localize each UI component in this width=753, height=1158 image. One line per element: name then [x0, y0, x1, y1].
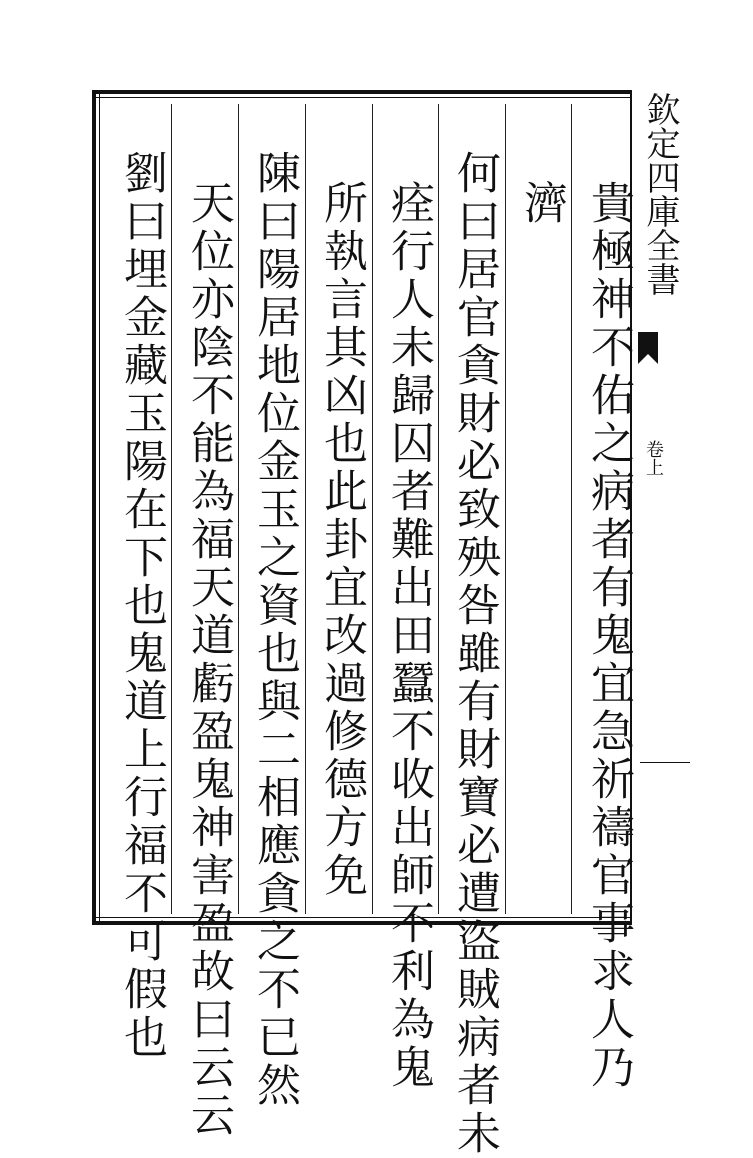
column-divider: [438, 104, 439, 914]
column-divider: [238, 104, 239, 914]
text-column-5: 所執言其凶也此卦宜改過修德方免: [316, 180, 367, 900]
column-divider: [372, 104, 373, 914]
text-column-6: 陳曰陽居地位金玉之資也與二相應貪之不已然: [249, 150, 300, 1110]
margin-tick-line: [640, 762, 690, 763]
text-column-1: 貴極神不佑之病者有鬼宜急祈禱官事求人乃: [583, 180, 634, 1092]
frame-left-border: [92, 90, 96, 925]
text-column-2: 濟: [516, 180, 567, 228]
column-divider: [571, 104, 572, 914]
column-divider: [505, 104, 506, 914]
frame-bottom-border: [92, 921, 632, 925]
volume-label: 卷上: [643, 440, 664, 476]
text-column-7: 天位亦陰不能為福天道虧盈鬼神害盈故曰云云: [183, 180, 234, 1140]
text-column-4: 痊行人未歸囚者難出田蠶不收出師不利為鬼: [383, 180, 434, 1092]
text-column-3: 何曰居官貪財必致殃咎雖有財寶必遭盜賊病者未: [449, 150, 500, 1158]
frame-bottom-inner-border: [92, 917, 632, 918]
column-divider: [305, 104, 306, 914]
fish-tail-mark-icon: [636, 328, 660, 368]
frame-top-inner-border: [92, 97, 632, 98]
text-column-8: 劉曰埋金藏玉陽在下也鬼道上行福不可假也: [116, 150, 167, 1062]
column-divider: [171, 104, 172, 914]
book-title: 欽定四庫全書: [640, 92, 680, 296]
frame-left-inner-border: [99, 90, 100, 925]
frame-top-border: [92, 90, 632, 94]
